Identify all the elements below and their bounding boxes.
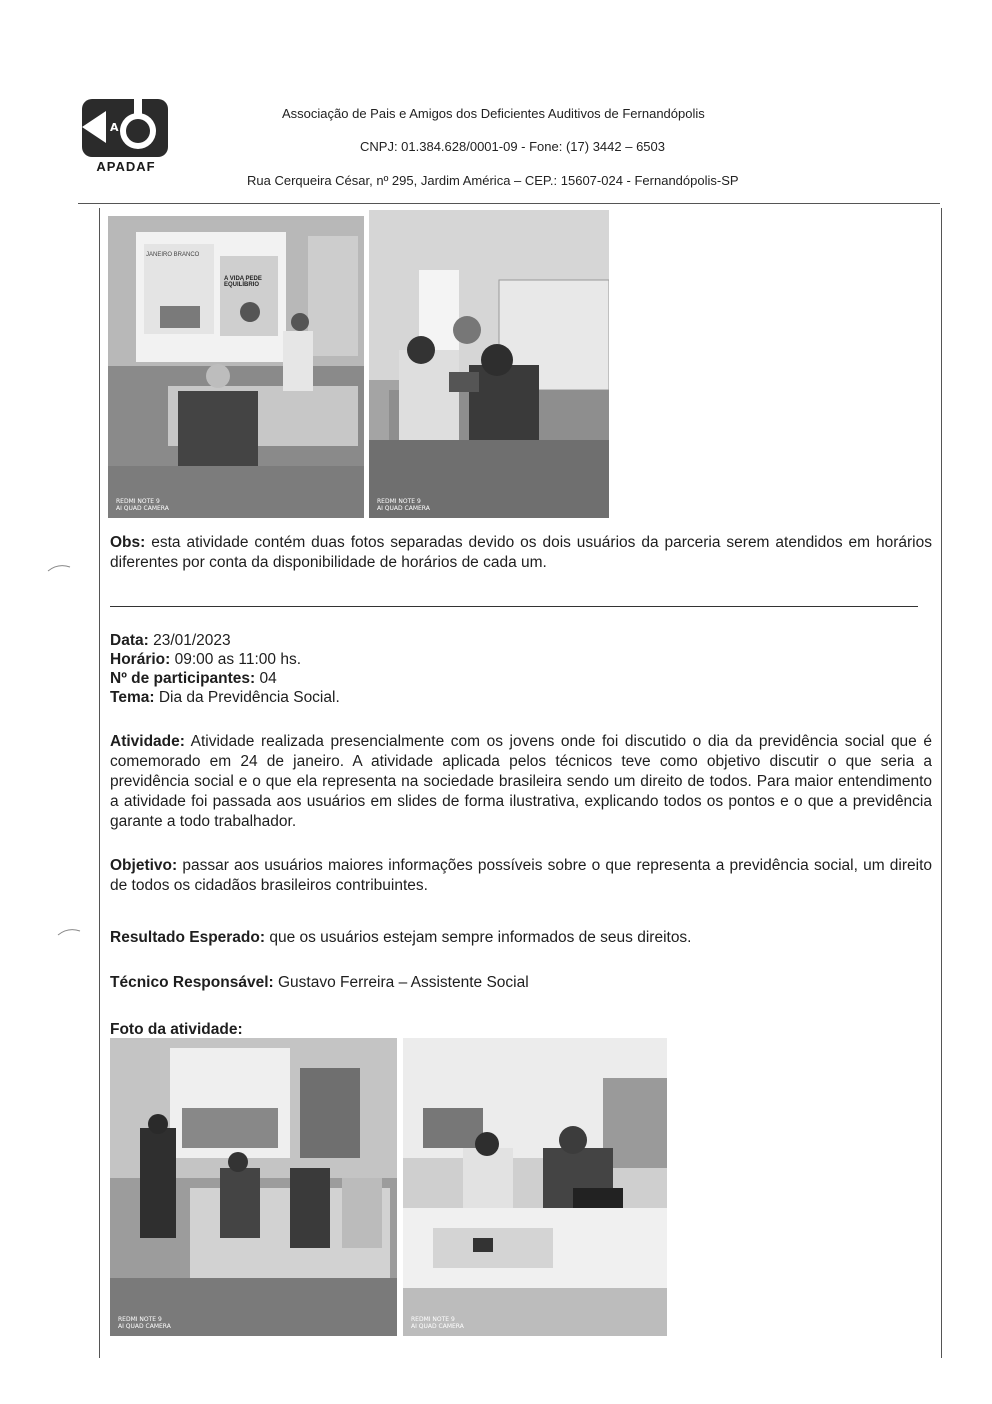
slide-text-left: JANEIRO BRANCO <box>146 252 200 258</box>
obs-text: esta atividade contém duas fotos separadas devido os dois usuários da parceria serem atendidos em horários diferentes por conta da disponibilidade de horários de cada um. <box>110 534 932 571</box>
atividade-paragraph <box>110 732 932 832</box>
info-participantes: Nº de participantes: 04 <box>110 670 277 687</box>
section-separator <box>110 606 918 607</box>
resultado-paragraph <box>110 928 932 948</box>
activity-photo-3 <box>110 1038 397 1336</box>
objetivo-text: passar aos usuários maiores informações possíveis sobre o que representa a previdência social, um direito de todos os cidadãos brasileiros contribuintes. <box>110 857 932 894</box>
info-tema: Tema: Dia da Previdência Social. <box>110 689 340 706</box>
atividade-label: Atividade: <box>110 733 185 750</box>
info-data: Data: 23/01/2023 <box>110 632 231 649</box>
camera-watermark: REDMI NOTE 9 AI QUAD CAMERA <box>377 498 430 512</box>
activity-photo-2 <box>369 210 609 518</box>
tecnico-paragraph <box>110 973 932 993</box>
objetivo-label: Objetivo: <box>110 857 178 874</box>
scan-mark <box>46 563 72 573</box>
foto-label: Foto da atividade: <box>110 1021 243 1038</box>
apadaf-logo <box>80 97 172 177</box>
org-name: Associação de Pais e Amigos dos Deficientes Auditivos de Fernandópolis <box>282 106 705 121</box>
activity-photo-4 <box>403 1038 667 1336</box>
svg-text:A: A <box>110 121 119 134</box>
camera-watermark: REDMI NOTE 9 AI QUAD CAMERA <box>411 1316 464 1330</box>
scan-mark <box>56 927 82 937</box>
resultado-text: que os usuários estejam sempre informados de seus direitos. <box>265 929 692 946</box>
tecnico-label: Técnico Responsável: <box>110 974 274 991</box>
tecnico-text: Gustavo Ferreira – Assistente Social <box>273 974 529 991</box>
objetivo-paragraph <box>110 856 932 896</box>
activity-info <box>110 631 932 707</box>
resultado-label: Resultado Esperado: <box>110 929 266 946</box>
cnpj-phone-line: CNPJ: 01.384.628/0001-09 - Fone: (17) 3442 – 6503 <box>360 139 665 154</box>
atividade-text: Atividade realizada presencialmente com os jovens onde foi discutido o dia da previdência social que é comemorado em 24 de janeiro. A atividade aplicada pelos técnicos teve como objetivo discutir o que seria a previdência social e o que ela representa na sociedade brasileira sendo um direito de todos. Para maior entendimento a atividade foi passada aos usuários em slides de forma ilustrativa, explicando todos os pontos e o que a previdência garante a todo trabalhador. <box>110 733 932 830</box>
camera-watermark: REDMI NOTE 9 AI QUAD CAMERA <box>116 498 169 512</box>
info-horario: Horário: 09:00 as 11:00 hs. <box>110 651 301 668</box>
activity-photo-1 <box>108 216 364 518</box>
header-rule <box>78 203 940 204</box>
address-line: Rua Cerqueira César, nº 295, Jardim América – CEP.: 15607-024 - Fernandópolis-SP <box>247 173 739 188</box>
logo-text: APADAF <box>96 159 156 174</box>
obs-paragraph <box>110 533 932 573</box>
slide-text-right: A VIDA PEDE EQUILÍBRIO <box>224 276 262 288</box>
camera-watermark: REDMI NOTE 9 AI QUAD CAMERA <box>118 1316 171 1330</box>
obs-label: Obs: <box>110 534 146 551</box>
